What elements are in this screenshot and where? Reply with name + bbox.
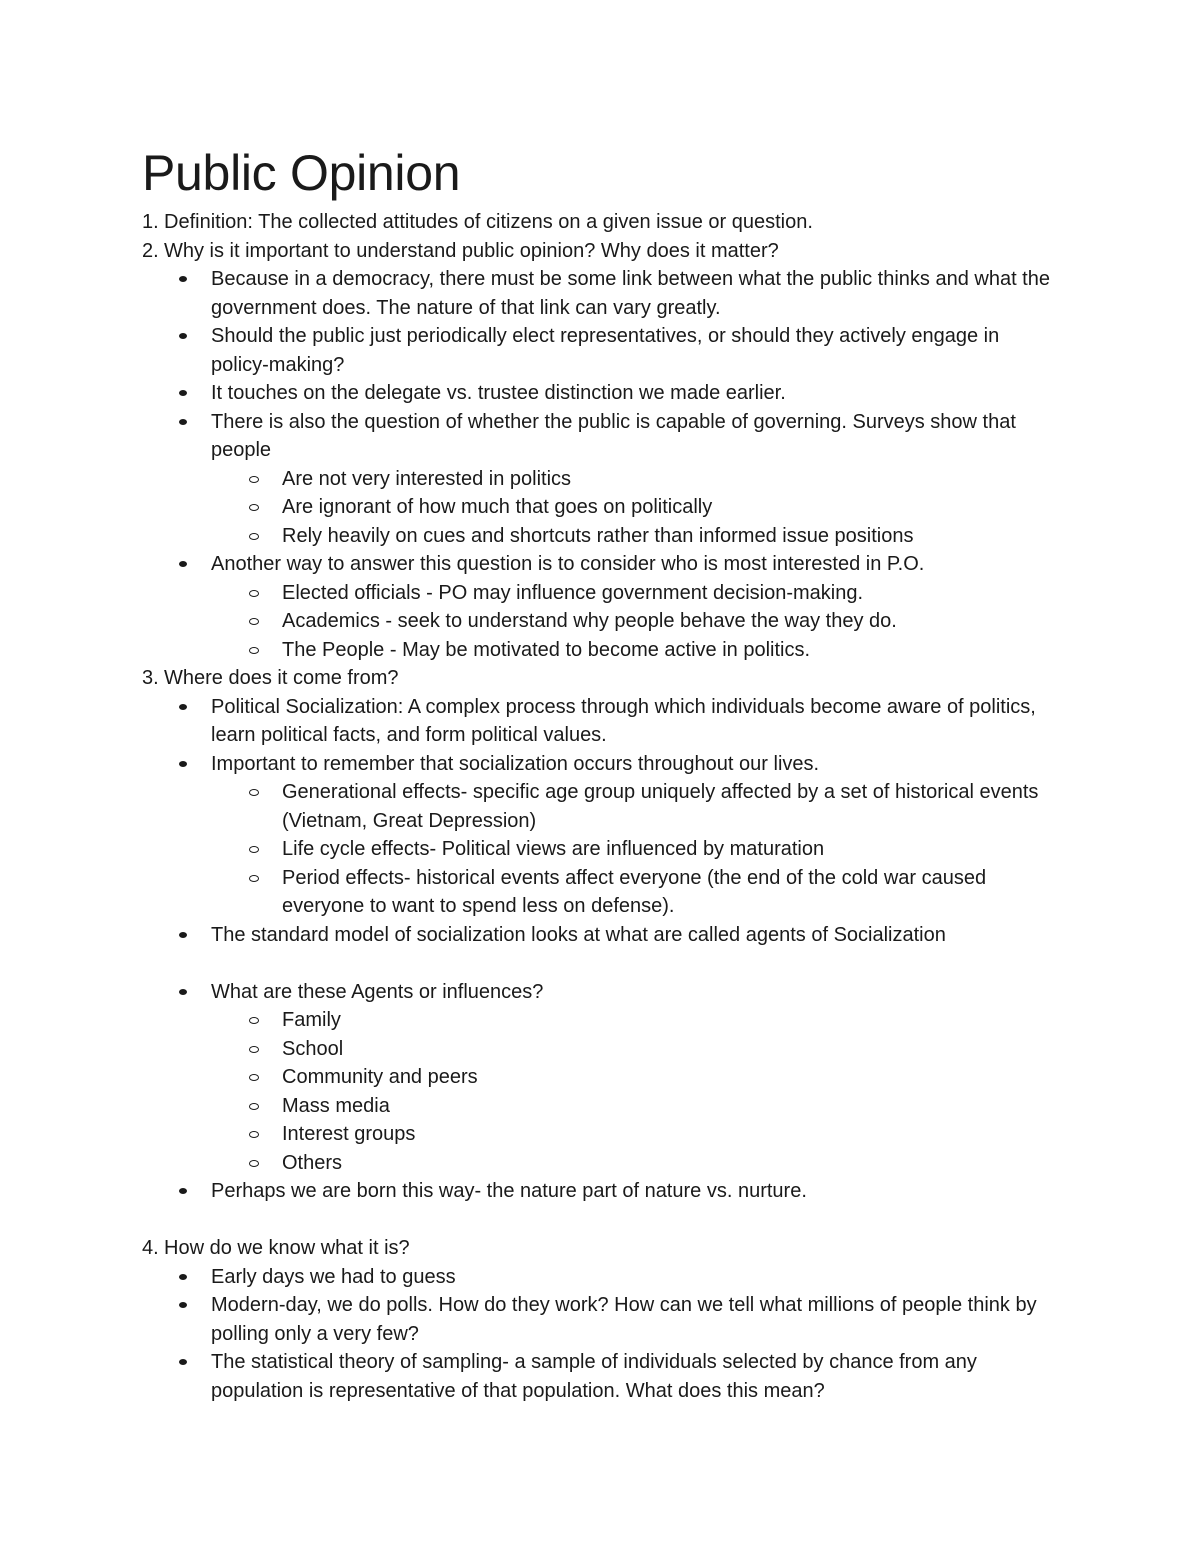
sub-list-item: Are ignorant of how much that goes on politically (211, 493, 1062, 522)
bullet-text: Because in a democracy, there must be some link between what the public thinks and what the government does. The nature of that link can vary greatly. (211, 268, 1050, 319)
bullet-text: Should the public just periodically elect representatives, or should they actively engage in policy-making? (211, 325, 1000, 376)
list-item (142, 379, 1062, 408)
list-item (142, 408, 1062, 551)
bullet-list-4 (142, 1263, 1062, 1406)
item-text: How do we know what it is? (164, 1237, 410, 1259)
sub-list-item: Family (211, 1006, 1062, 1035)
bullet-text: Perhaps we are born this way- the nature part of nature vs. nurture. (211, 1180, 807, 1202)
bullet-text: Early days we had to guess (211, 1265, 456, 1288)
list-item (142, 693, 1062, 750)
sub-list-item: Period effects- historical events affect everyone (the end of the cold war caused everyone to want to spend less on defense). (211, 864, 1062, 921)
list-item (142, 978, 1062, 1178)
list-item (142, 265, 1062, 322)
sub-list-item: Are not very interested in politics (211, 465, 1062, 494)
sub-list-item: Generational effects- specific age group uniquely affected by a set of historical events (Vietnam, Great Depression) (211, 778, 1062, 835)
bullet-text: What are these Agents or influences? (211, 980, 544, 1003)
sub-list-item: The People - May be motivated to become active in politics. (211, 636, 1062, 665)
item-number: 2. (142, 239, 159, 262)
item-number: 1. (142, 211, 159, 233)
sub-list-item: School (211, 1035, 1062, 1064)
numbered-item-1 (142, 208, 1062, 237)
bullet-list-2 (142, 265, 1062, 664)
bullet-text: The statistical theory of sampling- a sample of individuals selected by chance from any population is representative of that population. What does this mean? (211, 1351, 977, 1402)
item-text: Why is it important to understand public opinion? Why does it matter? (164, 239, 779, 262)
sub-list-item: Life cycle effects- Political views are influenced by maturation (211, 835, 1062, 864)
bullet-text: It touches on the delegate vs. trustee distinction we made earlier. (211, 382, 786, 404)
sub-list-item: Community and peers (211, 1063, 1062, 1092)
sub-list (142, 465, 1062, 551)
bullet-text: Modern-day, we do polls. How do they work? How can we tell what millions of people think by polling only a very few? (211, 1294, 1037, 1345)
blank-line (142, 1206, 1062, 1235)
numbered-item-3 (142, 664, 1062, 693)
sub-list-item: Rely heavily on cues and shortcuts rather than informed issue positions (211, 522, 1062, 551)
sub-list (142, 778, 1062, 921)
item-text: Where does it come from? (164, 667, 399, 689)
sub-list (142, 579, 1062, 665)
document-body (142, 208, 1062, 1405)
document-page (142, 138, 1062, 1405)
numbered-item-2 (142, 237, 1062, 266)
item-text: Definition: The collected attitudes of citizens on a given issue or question. (164, 211, 813, 233)
list-item (142, 1348, 1062, 1405)
item-number: 3. (142, 667, 159, 689)
sub-list-item: Others (211, 1149, 1062, 1178)
sub-list-item: Mass media (211, 1092, 1062, 1121)
blank-line (142, 949, 1062, 978)
page-title: Public Opinion (142, 145, 461, 201)
bullet-text: The standard model of socialization looks at what are called agents of Socialization (211, 923, 946, 946)
list-item (142, 1291, 1062, 1348)
sub-list (142, 1006, 1062, 1177)
sub-list-item: Interest groups (211, 1120, 1062, 1149)
list-item (142, 921, 1062, 950)
list-item (142, 750, 1062, 921)
bullet-text: Another way to answer this question is to consider who is most interested in P.O. (211, 553, 925, 575)
sub-list-item: Academics - seek to understand why people behave the way they do. (211, 607, 1062, 636)
list-item (142, 1177, 1062, 1206)
bullet-text: There is also the question of whether the public is capable of governing. Surveys show that people (211, 410, 1016, 461)
bullet-text: Important to remember that socialization occurs throughout our lives. (211, 752, 820, 775)
sub-list-item: Elected officials - PO may influence government decision-making. (211, 579, 1062, 608)
item-number: 4. (142, 1237, 159, 1259)
bullet-list-3 (142, 693, 1062, 1206)
list-item (142, 322, 1062, 379)
bullet-text: Political Socialization: A complex process through which individuals become aware of politics, learn political facts, and form political values. (211, 695, 1036, 746)
numbered-item-4 (142, 1234, 1062, 1263)
list-item (142, 550, 1062, 664)
list-item (142, 1263, 1062, 1292)
